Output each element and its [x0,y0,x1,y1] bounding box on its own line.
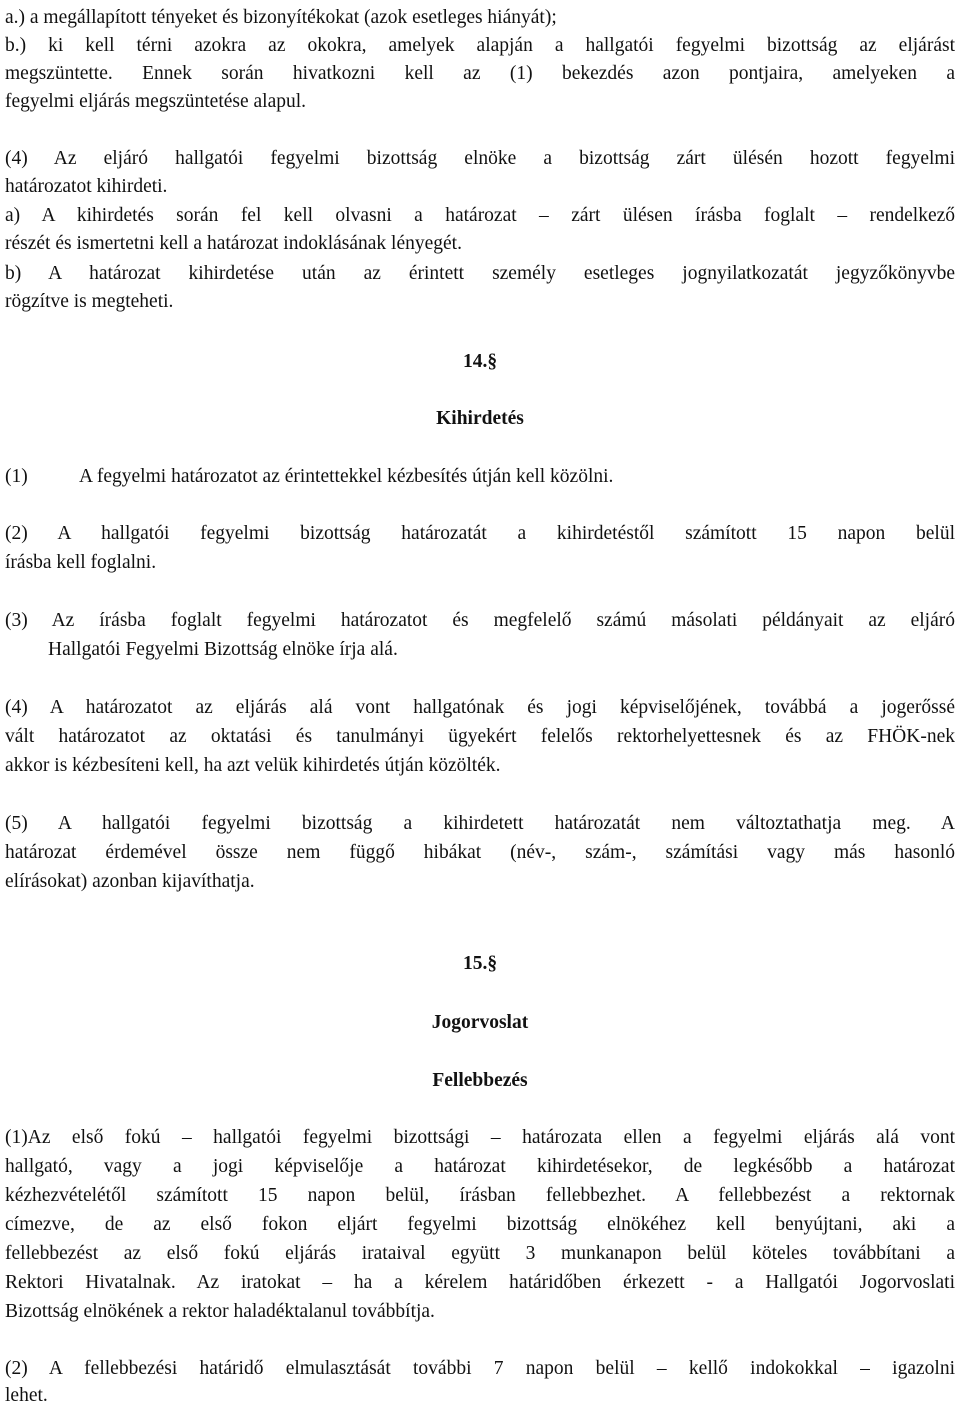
section-15-paragraph-1-line7: Bizottság elnökének a rektor haladéktalanul továbbítja. [5,1301,435,1322]
paragraph-4b-line2: rögzítve is megteheti. [5,291,174,312]
list-item-b-line2: megszüntette. Ennek során hivatkozni kell az (1) bekezdés azon pontjaira, amelyeken a [5,63,955,84]
section-15-paragraph-1-line1: (1)Az első fokú – hallgatói fegyelmi bizottsági – határozata ellen a fegyelmi eljárás alá vont [5,1127,955,1148]
section-14-paragraph-5-line1: (5) A hallgatói fegyelmi bizottság a kihirdetett határozatát nem változtathatja meg. A [5,813,955,834]
list-item-a: a.) a megállapított tényeket és bizonyítékokat (azok esetleges hiányát); [5,7,557,28]
section-15-paragraph-1-line5: fellebbezést az első fokú eljárás irataival együtt 3 munkanapon belül köteles továbbítani a [5,1243,955,1264]
section-14-paragraph-1 [5,465,955,489]
paragraph-4a-line1: a) A kihirdetés során fel kell olvasni a határozat – zárt ülésen írásba foglalt – rendelkező [5,205,955,226]
section-15-paragraph-1-line6: Rektori Hivatalnak. Az iratokat – ha a kérelem határidőben érkezett - a Hallgatói Jogorvoslati [5,1272,955,1293]
section-15-paragraph-1-line4: címezve, de az első fokon eljárt fegyelmi bizottság elnökéhez kell benyújtani, aki a [5,1214,955,1235]
section-14-title: Kihirdetés [436,408,524,429]
section-14-paragraph-2-line1: (2) A hallgatói fegyelmi bizottság határozatát a kihirdetéstől számított 15 napon belül [5,523,955,544]
section-15-paragraph-1-line2: hallgató, vagy a jogi képviselője a határozat kihirdetésekor, de legkésőbb a határozat [5,1156,955,1177]
section-14-paragraph-4-line3: akkor is kézbesíteni kell, ha azt velük kihirdetés útján közölték. [5,755,501,776]
section-15-title: Jogorvoslat [431,1012,529,1033]
section-15-paragraph-2-line1: (2) A fellebbezési határidő elmulasztását további 7 napon belül – kellő indokokkal – igazolni [5,1358,955,1379]
paragraph-number: (1) [5,466,28,487]
section-14-paragraph-5-line3: elírásokat) azonban kijavíthatja. [5,871,255,892]
list-item-b-line1: b.) ki kell térni azokra az okokra, amelyek alapján a hallgatói fegyelmi bizottság az eljárást [5,35,955,56]
section-14-paragraph-4-line1: (4) A határozatot az eljárás alá vont hallgatónak és jogi képviselőjének, továbbá a jogerőssé [5,697,955,718]
section-14-paragraph-3-line1: (3) Az írásba foglalt fegyelmi határozatot és megfelelő számú másolati példányait az eljáró [5,610,955,631]
section-14-paragraph-2-line2: írásba kell foglalni. [5,552,157,573]
paragraph-4a-line2: részét és ismertetni kell a határozat indoklásának lényegét. [5,233,462,254]
section-15-number: 15.§ [462,953,498,974]
paragraph-4-line2: határozatot kihirdeti. [5,176,168,197]
section-14-paragraph-5-line2: határozat érdemével össze nem függő hibákat (név-, szám-, számítási vagy más hasonló [5,842,955,863]
paragraph-4b-line1: b) A határozat kihirdetése után az érintett személy esetleges jognyilatkozatát jegyzőkönyvbe [5,263,955,284]
section-14-paragraph-4-line2: vált határozatot az oktatási és tanulmányi ügyekért felelős rektorhelyettesnek és az FHÖK-nek [5,726,955,747]
paragraph-text: A fegyelmi határozatot az érintettekkel kézbesítés útján kell közölni. [79,466,614,487]
list-item-b-line3: fegyelmi eljárás megszüntetése alapul. [5,91,307,112]
section-14-paragraph-3-line2: Hallgatói Fegyelmi Bizottság elnöke írja alá. [48,639,398,660]
section-14-number: 14.§ [462,351,498,372]
section-15-paragraph-2-line2: lehet. [5,1385,48,1406]
section-15-paragraph-1-line3: kézhezvételétől számított 15 napon belül, írásban fellebbezhet. A fellebbezést a rektornak [5,1185,955,1206]
section-15-subtitle: Fellebbezés [432,1070,528,1091]
paragraph-4-line1: (4) Az eljáró hallgatói fegyelmi bizottság elnöke a bizottság zárt ülésén hozott fegyelmi [5,148,955,169]
